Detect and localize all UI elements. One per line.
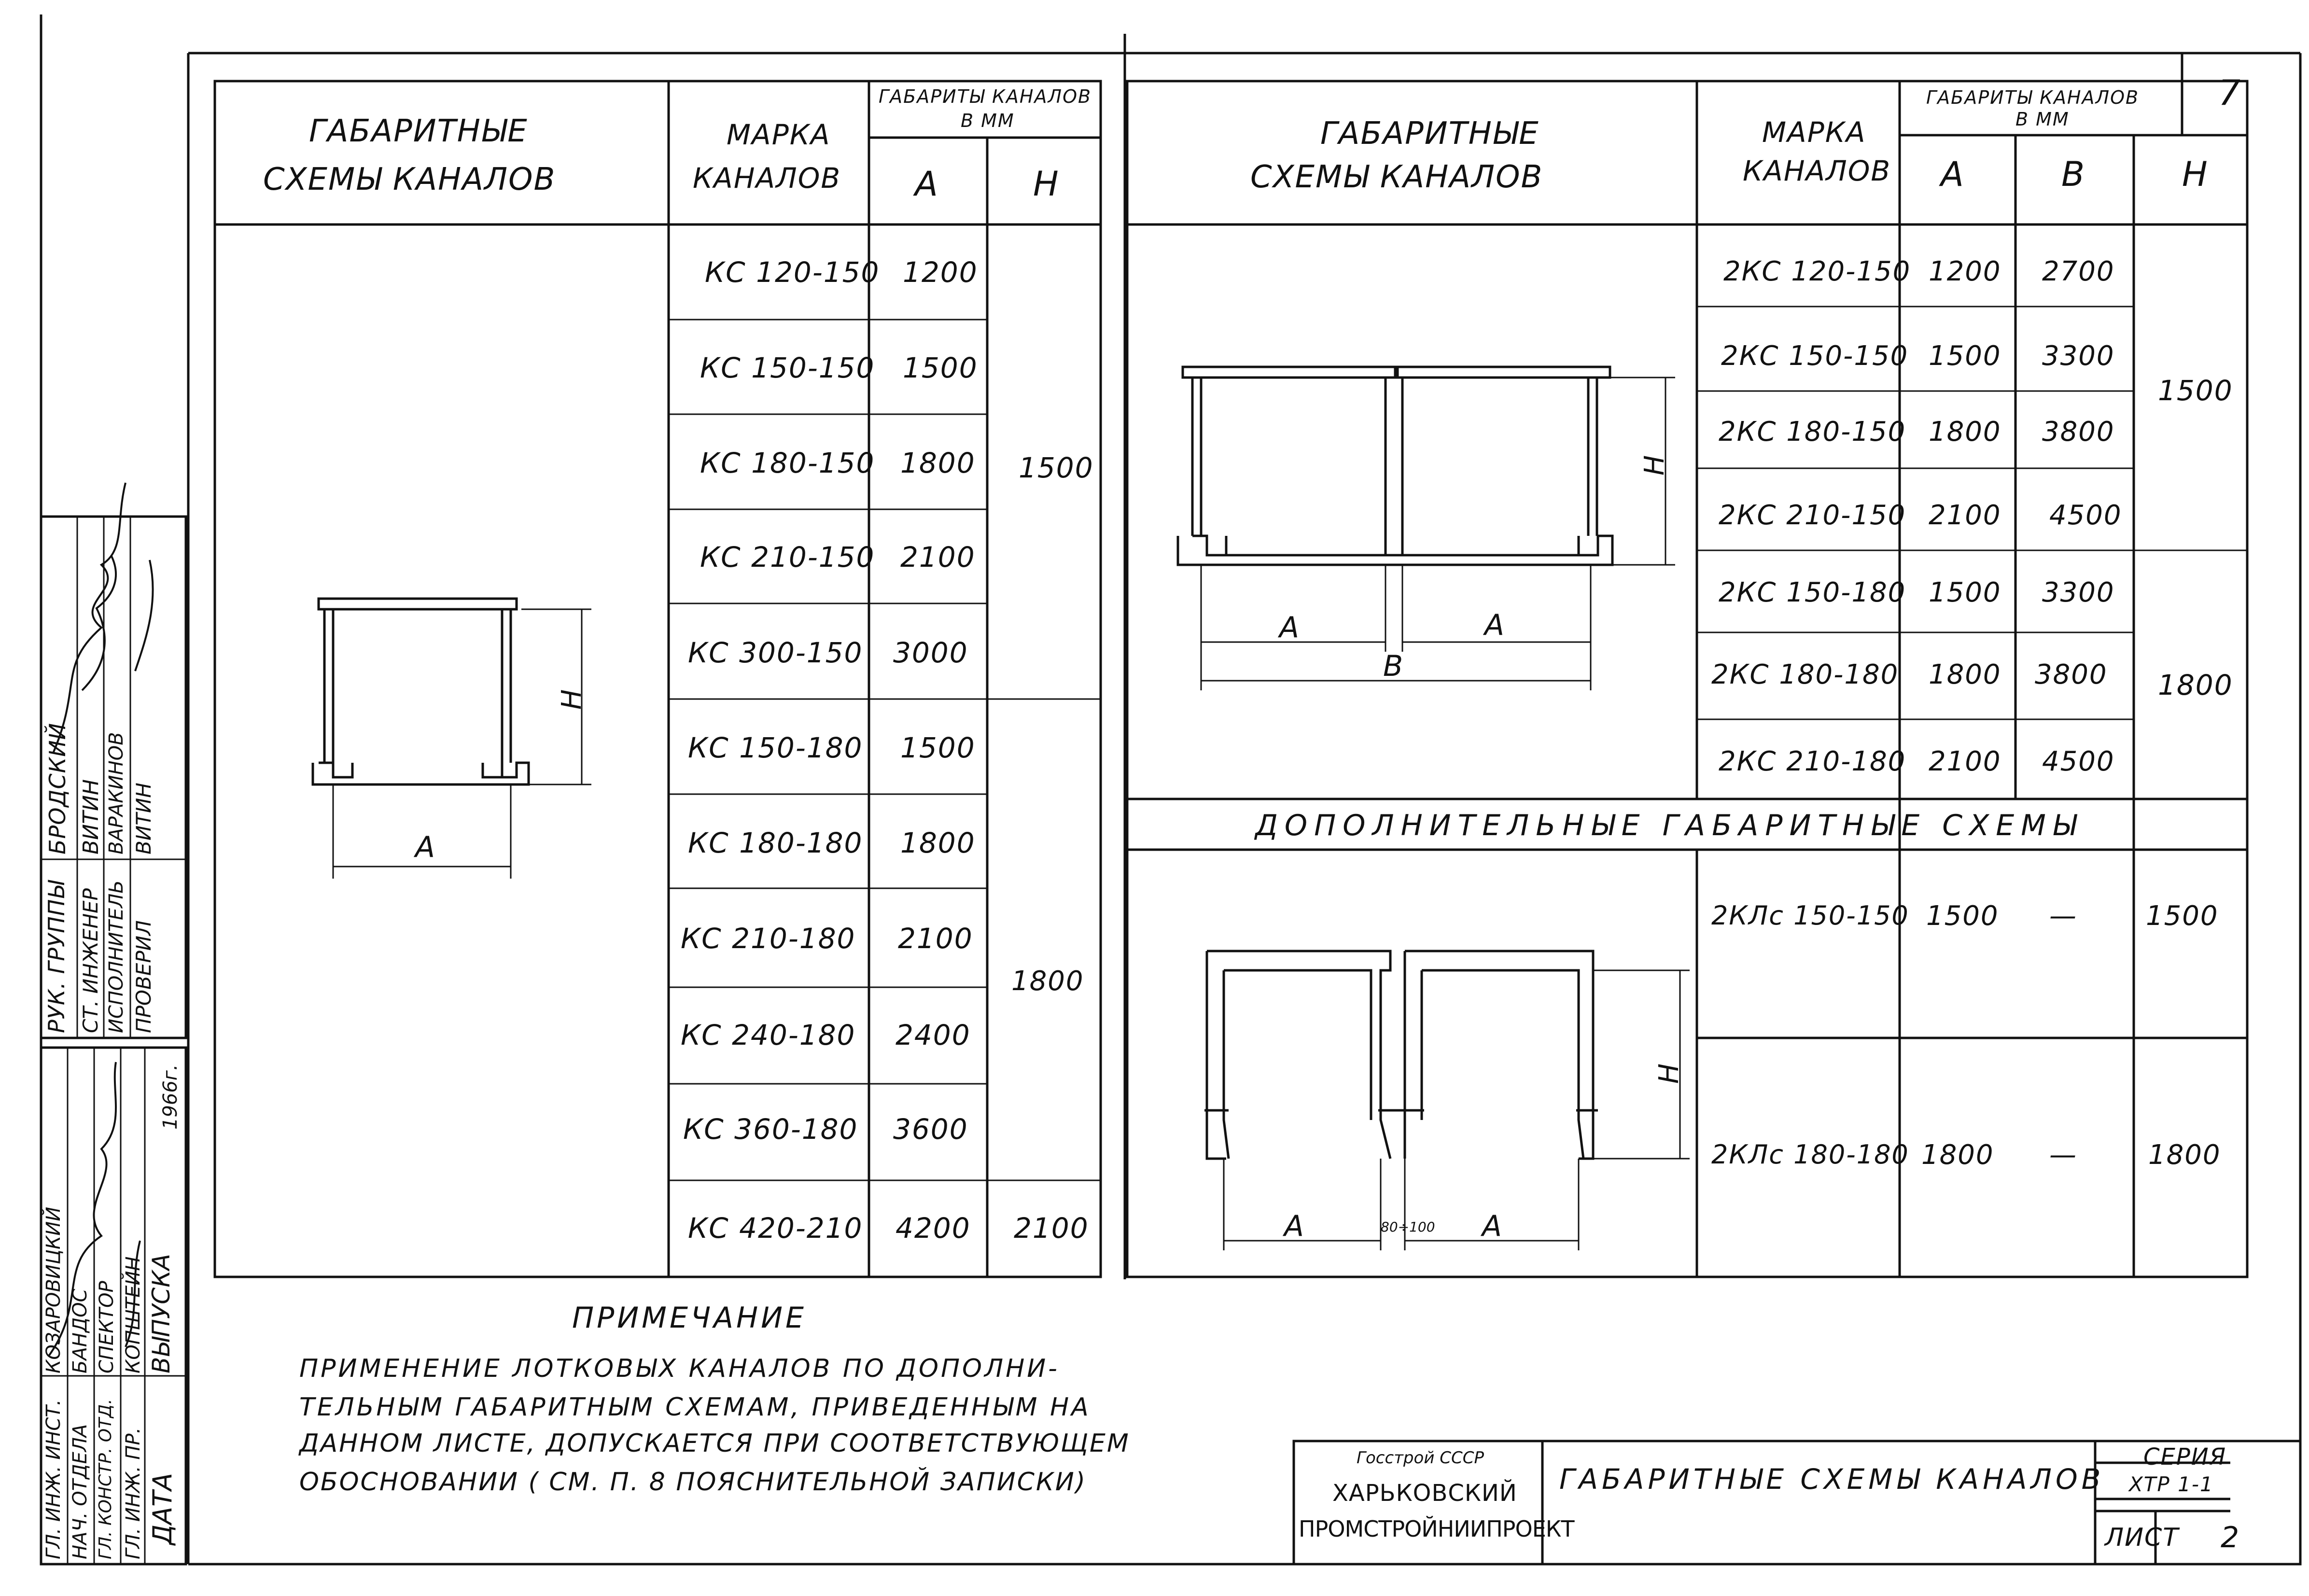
table-cell-a: 1800 [1929,659,2001,690]
stamp-name: КОПШТЕЙН [122,1256,144,1373]
table-cell-h: 1800 [1011,966,1084,997]
table-cell-a: 3000 [893,636,968,669]
table-cell-mark: 2КЛс 180-180 [1711,1139,1909,1170]
table-cell-h: 1500 [2146,900,2219,932]
stamp-role: НАЧ. ОТДЕЛА [69,1424,91,1559]
table-cell-mark: 2КС 120-150 [1723,256,1911,287]
left-header-dims-line1: ГАБАРИТЫ КАНАЛОВ [879,86,1092,107]
table-cell-a: 2100 [898,922,973,955]
table-cell-b: 3300 [2042,577,2115,608]
note-line: ТЕЛЬНЫМ ГАБАРИТНЫМ СХЕМАМ, ПРИВЕДЕННЫМ НА [299,1393,1091,1422]
table-cell-mark: 2КС 180-180 [1711,659,1899,690]
table-cell-mark: 2КС 210-150 [1719,500,1906,531]
series-value: ХТР 1-1 [2129,1472,2214,1496]
right-diagram-dimensions [1201,378,1675,690]
table-cell-mark: 2КС 180-150 [1719,416,1906,448]
table-cell-b: 3800 [2042,416,2115,448]
left-header-col-h: Н [1033,164,1060,204]
table-cell-a: 1500 [1929,340,2001,372]
additional-diagram-label-a1: А [1284,1209,1305,1243]
left-channel-diagram [313,599,529,784]
stamp-name: БАНДОС [69,1288,91,1373]
table-cell-b: 3300 [2042,340,2115,372]
left-diagram-label-a: А [415,830,436,864]
table-cell-a: 1800 [1921,1139,1994,1171]
sheet-value: 2 [2221,1521,2240,1554]
stamp-name: КОЗАРОВИЦКИЙ [42,1206,65,1373]
table-cell-a: 2100 [900,541,976,574]
right-header-schemes-line2: СХЕМЫ КАНАЛОВ [1250,159,1543,195]
table-cell-mark: 2КЛс 150-150 [1711,900,1909,931]
stamp-role: СТ. ИНЖЕНЕР [79,888,102,1033]
stamp-role: ДАТА [147,1472,178,1545]
table-cell-mark: КС 180-180 [688,826,863,859]
additional-diagram-label-h: Н [1653,1063,1685,1084]
table-cell-h: 1800 [2148,1139,2221,1171]
right-diagram-label-h: Н [1639,455,1670,476]
table-cell-mark: КС 300-150 [688,636,863,669]
table-cell-a: 4200 [896,1212,971,1245]
table-cell-mark: КС 210-150 [700,541,875,574]
table-cell-mark: КС 150-150 [700,351,875,384]
stamp-name: ВАРАКИНОВ [105,732,127,854]
left-header-mark-line1: МАРКА [727,118,831,151]
table-cell-a: 3600 [893,1113,968,1146]
table-cell-h: 2100 [1014,1212,1089,1245]
table-cell-a: 1500 [900,731,976,764]
additional-diagram-dimensions [1224,970,1690,1250]
right-header-mark-line2: КАНАЛОВ [1743,154,1891,187]
table-cell-mark: КС 420-210 [688,1212,863,1245]
right-diagram-label-a2: А [1484,608,1506,642]
table-cell-a: 1500 [1926,900,1999,932]
note-title: ПРИМЕЧАНИЕ [572,1301,807,1335]
stamp-year: 1966г. [159,1064,182,1130]
table-cell-a: 1800 [900,826,976,859]
sheet-label: ЛИСТ [2105,1523,2180,1552]
table-cell-a: 1200 [903,256,978,289]
table-cell-b: — [2049,1139,2077,1171]
additional-diagram-label-a2: А [1482,1209,1503,1243]
left-header-schemes-line1: ГАБАРИТНЫЕ [309,113,528,149]
stamp-role: ИСПОЛНИТЕЛЬ [105,880,127,1033]
stamp-name: БРОДСКИЙ [44,722,70,854]
table-cell-h: 1500 [1019,451,1094,484]
drawing-title: ГАБАРИТНЫЕ СХЕМЫ КАНАЛОВ [1559,1463,2105,1496]
table-cell-mark: КС 210-180 [681,922,856,955]
stamp-name: ВИТИН [132,783,155,854]
stamp-role: ГЛ. КОНСТР. ОТД. [96,1399,115,1559]
note-line: ОБОСНОВАНИИ ( СМ. П. 8 ПОЯСНИТЕЛЬНОЙ ЗАПИСКИ) [299,1468,1087,1497]
additional-schemes-title: ДОПОЛНИТЕЛЬНЫЕ ГАБАРИТНЫЕ СХЕМЫ [1255,809,2083,842]
note-line: ДАННОМ ЛИСТЕ, ДОПУСКАЕТСЯ ПРИ СООТВЕТСТВУЮЩЕМ [299,1429,1130,1458]
page-number: 7 [2218,72,2241,113]
table-cell-mark: КС 150-180 [688,731,863,764]
right-header-col-a: А [1941,154,1965,194]
table-cell-mark: 2КС 150-180 [1719,577,1906,608]
table-cell-a: 2100 [1929,746,2001,777]
table-cell-mark: КС 240-180 [681,1019,856,1051]
table-cell-h: 1500 [2158,374,2233,407]
additional-channel-diagram [1204,951,1598,1159]
table-cell-a: 1800 [900,447,976,479]
table-cell-a: 2100 [1929,500,2001,531]
table-cell-a: 1500 [1929,577,2001,608]
stamp-name: СПЕКТОР [96,1281,118,1373]
table-cell-b: 4500 [2049,500,2122,531]
table-cell-h: 1800 [2158,669,2233,701]
left-header-schemes-line2: СХЕМЫ КАНАЛОВ [263,162,556,197]
table-cell-mark: КС 360-180 [683,1113,858,1146]
table-cell-mark: 2КС 210-180 [1719,746,1906,777]
left-diagram-dimensions [333,609,591,879]
right-header-col-h: Н [2182,154,2209,194]
org-line3: ПРОМСТРОЙНИИПРОЕКТ [1299,1516,1574,1542]
left-header-dims-line2: В ММ [961,110,1015,131]
right-header-col-b: В [2061,154,2086,194]
left-header-mark-line2: КАНАЛОВ [693,162,841,195]
table-cell-b: 2700 [2042,256,2115,287]
stamp-role: РУК. ГРУППЫ [43,880,70,1033]
table-cell-a: 2400 [896,1019,971,1051]
table-cell-b: 3800 [2035,659,2108,690]
table-cell-b: 4500 [2042,746,2115,777]
table-cell-b: — [2049,900,2077,932]
right-diagram-label-a1: А [1279,611,1301,644]
org-line2: ХАРЬКОВСКИЙ [1332,1480,1517,1507]
right-header-dims-line1: ГАБАРИТЫ КАНАЛОВ [1926,87,2140,108]
series-label: СЕРИЯ [2143,1443,2227,1470]
stamp-role: ГЛ. ИНЖ. ПР. [122,1427,144,1559]
table-cell-mark: 2КС 150-150 [1721,340,1909,372]
additional-diagram-label-gap: 80÷100 [1381,1219,1435,1235]
right-header-mark-line1: МАРКА [1762,116,1866,149]
table-cell-a: 1500 [903,351,978,384]
table-cell-a: 1800 [1929,416,2001,448]
stamp-name: ВЫПУСКА [147,1254,175,1373]
stamp-role: ПРОВЕРИЛ [132,920,155,1033]
left-diagram-label-h: Н [556,689,588,710]
right-diagram-label-b: В [1383,649,1404,683]
right-channel-diagram [1178,367,1612,565]
stamp-name: ВИТИН [79,779,103,854]
right-header-dims-line2: В ММ [2015,109,2070,130]
table-cell-a: 1200 [1929,256,2001,287]
stamp-role: ГЛ. ИНЖ. ИНСТ. [42,1399,65,1559]
org-line1: Госстрой СССР [1357,1448,1484,1468]
right-header-schemes-line1: ГАБАРИТНЫЕ [1320,116,1539,152]
note-line: ПРИМЕНЕНИЕ ЛОТКОВЫХ КАНАЛОВ ПО ДОПОЛНИ- [299,1354,1060,1383]
table-cell-mark: КС 180-150 [700,447,875,479]
table-cell-mark: КС 120-150 [705,256,880,289]
left-header-col-a: А [915,164,939,204]
